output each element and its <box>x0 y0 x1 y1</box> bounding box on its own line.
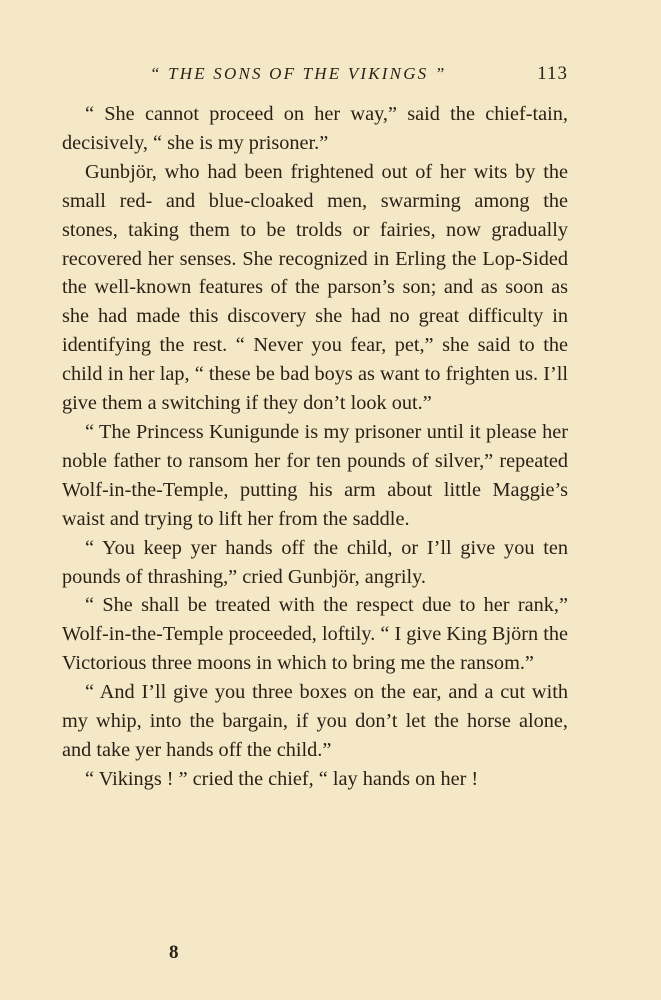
paragraph-1: “ She cannot proceed on her way,” said the chief-tain, decisively, “ she is my prisoner.” <box>62 103 568 154</box>
running-title: “ THE SONS OF THE VIKINGS ” <box>150 64 447 83</box>
signature-mark: 8 <box>169 942 179 963</box>
body-text <box>62 100 568 794</box>
paragraph-3: “ The Princess Kunigunde is my prisoner until it please her noble father to ransom her for ten pounds of silver,” repeated Wolf-in-the-Temple, putting his arm about little Maggie’s waist and trying to lift her from the saddle. <box>62 420 568 530</box>
paragraph-4: “ You keep yer hands off the child, or I’ll give you ten pounds of thrashing,” cried Gunbjör, angrily. <box>62 536 568 588</box>
running-head <box>62 64 568 88</box>
page-number: 113 <box>537 63 568 84</box>
paragraph-2: Gunbjör, who had been frightened out of her wits by the small red- and blue-cloaked men, swarming among the stones, taking them to be trolds or fairies, now gradually recovered her senses. She recognized in Erling the Lop-Sided the well-known features of the parson’s son; and as soon as she had made this discovery she had no great difficulty in identifying the rest. “ Never you fear, pet,” she said to the child in her lap, “ these be bad boys as want to frighten us. I’ll give them a switching if they don’t look out.” <box>62 160 568 415</box>
paragraph-6: “ And I’ll give you three boxes on the ear, and a cut with my whip, into the bargain, if you don’t let the horse alone, and take yer hands off the child.” <box>62 681 568 761</box>
paragraph-5: “ She shall be treated with the respect due to her rank,” Wolf-in-the-Temple proceeded, loftily. “ I give King Björn the Victorious three moons in which to bring me the ransom.” <box>62 594 568 675</box>
paragraph-7: “ Vikings ! ” cried the chief, “ lay hands on her ! <box>85 767 479 790</box>
